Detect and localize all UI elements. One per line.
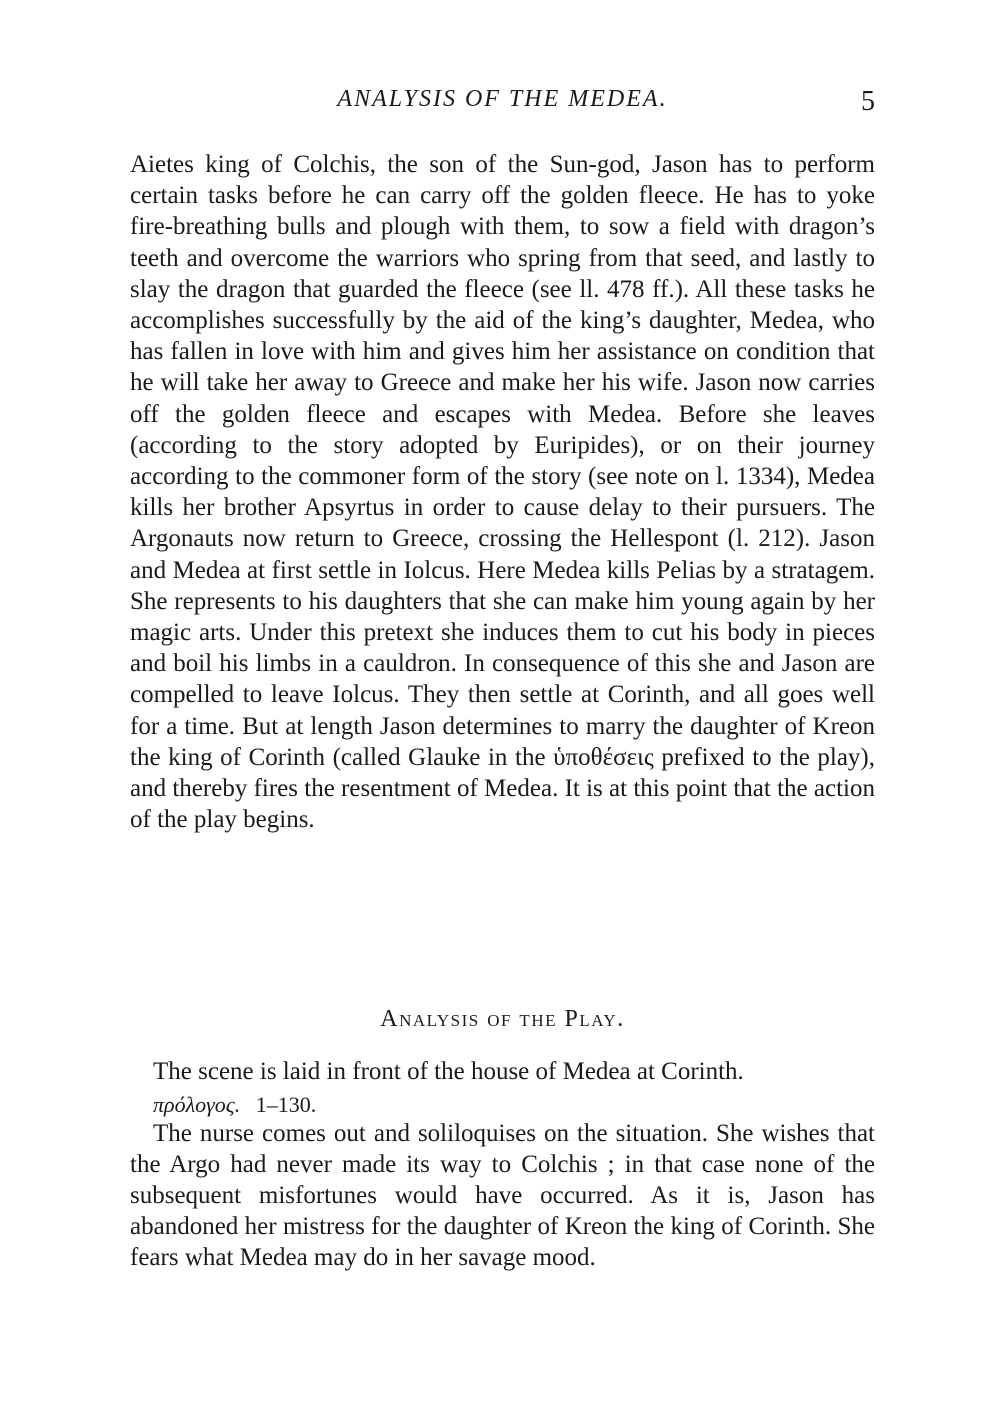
running-head	[130, 86, 875, 126]
running-title: ANALYSIS OF THE MEDEA.	[337, 86, 668, 112]
prologue-greek-label: πρόλογος.	[153, 1092, 241, 1117]
prologue-line	[153, 1091, 875, 1119]
nurse-paragraph: The nurse comes out and soliloquises on the situation. She wishes that the Argo had never made its way to Colchis ; in that case none of the subsequent misfortunes would have occurred. As it is, Jason has abandoned her mistress for the daughter of Kreon the king of Corinth. She fears what Medea may do in her savage mood.	[130, 1120, 875, 1271]
scene-line: The scene is laid in front of the house of Medea at Corinth.	[153, 1058, 744, 1085]
nurse-paragraph-block	[130, 1118, 875, 1273]
page-number: 5	[861, 86, 875, 117]
prologue-line-range: 1–130.	[255, 1092, 317, 1117]
intro-paragraph-block	[130, 149, 875, 835]
intro-paragraph: Aietes king of Colchis, the son of the Sun-god, Jason has to perform certain tasks before he can carry off the golden fleece. He has to yoke fire-breathing bulls and plough with them, to sow a field with dragon’s teeth and overcome the warriors who spring from that seed, and lastly to slay the dragon that guarded the fleece (see ll. 478 ff.). All these tasks he accomplishes successfully by the aid of the king’s daughter, Medea, who has fallen in love with him and gives him her assistance on condition that he will take her away to Greece and make her his wife. Jason now carries off the golden fleece and escapes with Medea. Before she leaves (according to the story adopted by Euripides), or on their journey according to the commoner form of the story (see note on l. 1334), Medea kills her brother Apsyrtus in order to cause delay to their pursuers. The Argonauts now return to Greece, crossing the Hellespont (l. 212). Jason and Medea at first settle in Iolcus. Here Medea kills Pelias by a stratagem. She represents to his daughters that she can make him young again by her magic arts. Under this pretext she induces them to cut his body in pieces and boil his limbs in a cauldron. In consequence of this she and Jason are compelled to leave Iolcus. They then settle at Corinth, and all goes well for a time. But at length Jason determines to marry the daughter of Kreon the king of Corinth (called Glauke in the ὑποθέσεις prefixed to the play), and thereby fires the resentment of Medea. It is at this point that the action of the play begins.	[130, 151, 875, 834]
section-heading: Analysis of the Play.	[380, 1006, 625, 1032]
